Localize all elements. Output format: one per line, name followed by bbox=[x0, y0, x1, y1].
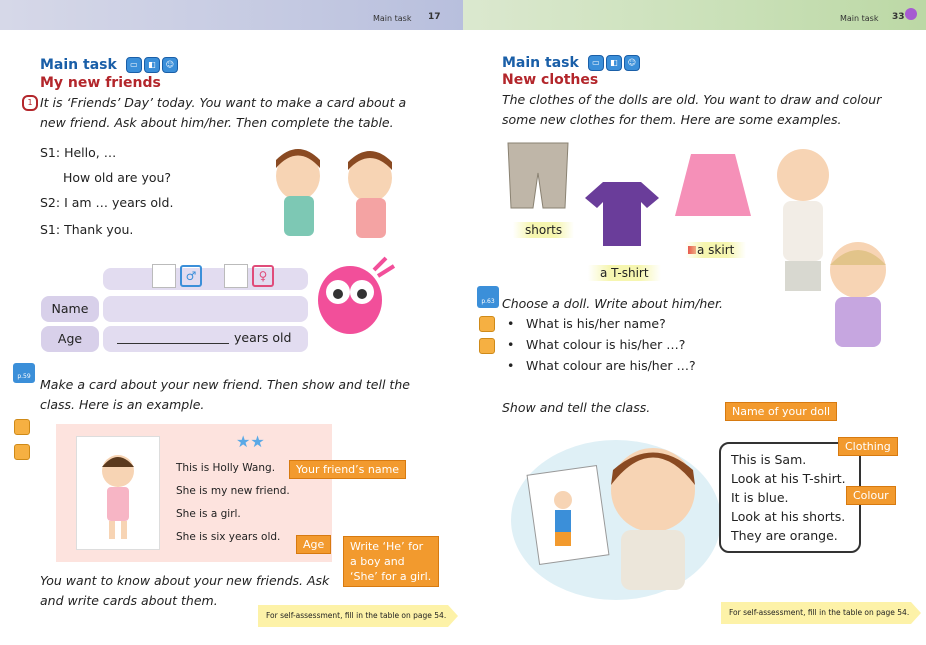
girl-checkbox[interactable] bbox=[224, 264, 248, 288]
instruction: The clothes of the dolls are old. You want to draw and colour some new clothes for them. Here are some examples. bbox=[502, 92, 882, 127]
corner-badge-icon bbox=[905, 8, 917, 20]
right-page bbox=[463, 0, 926, 645]
header-page-number: 33 bbox=[892, 12, 905, 22]
dialogue-line-4: S1: Thank you. bbox=[40, 222, 134, 237]
smile-icon: ☺ bbox=[162, 57, 178, 73]
speech-line-1: This is Sam. bbox=[731, 452, 807, 467]
shorts-illustration bbox=[503, 138, 573, 218]
boy-icon: ♂ bbox=[180, 265, 202, 287]
self-assessment-note: For self-assessment, fill in the table on page 54. bbox=[258, 605, 448, 627]
show-tell-instruction: Show and tell the class. bbox=[502, 400, 651, 415]
boy-with-drawing-illustration bbox=[523, 430, 723, 600]
label-shorts: shorts bbox=[513, 222, 574, 238]
pair-work-icon bbox=[479, 316, 495, 332]
tag-doll-name: Name of your doll bbox=[725, 402, 837, 421]
bullet-3: • bbox=[507, 358, 515, 373]
speech-line-2: Look at his T-shirt. bbox=[731, 471, 846, 486]
instruction: It is ‘Friends’ Day’ today. You want to make a card about a new friend. Ask about him/her. Then complete the table. bbox=[40, 95, 407, 130]
pair-work-icon bbox=[14, 419, 30, 435]
tag-age: Age bbox=[296, 535, 331, 554]
group-work-icon bbox=[479, 338, 495, 354]
card-line-2: She is my new friend. bbox=[176, 485, 290, 497]
listen-icon: ▭ bbox=[588, 55, 604, 71]
tag-he-she-hint: Write ‘He’ for a boy and ‘She’ for a girl. bbox=[343, 536, 439, 587]
main-task-heading bbox=[40, 54, 180, 73]
label-skirt: a skirt bbox=[685, 242, 746, 258]
stars-icon: ★★ bbox=[236, 432, 265, 451]
age-suffix: years old bbox=[234, 330, 292, 345]
dolls-illustration bbox=[763, 135, 913, 365]
page-header bbox=[463, 0, 926, 30]
smile-icon: ☺ bbox=[624, 55, 640, 71]
bullet-1: • bbox=[507, 316, 515, 331]
main-task-heading bbox=[502, 52, 642, 71]
card-line-1: This is Holly Wang. bbox=[176, 462, 276, 474]
cross-ref-page: p.63 bbox=[481, 298, 495, 305]
age-field[interactable] bbox=[103, 326, 308, 352]
card-line-4: She is six years old. bbox=[176, 531, 281, 543]
cross-ref-icon bbox=[13, 363, 35, 383]
page-header bbox=[0, 0, 463, 30]
girl-photo-illustration bbox=[77, 437, 159, 549]
gender-row bbox=[103, 268, 308, 290]
activity-number-icon: 1 bbox=[22, 95, 38, 111]
tag-colour: Colour bbox=[846, 486, 896, 505]
girl-icon: ♀ bbox=[252, 265, 274, 287]
two-kids-illustration bbox=[258, 138, 418, 248]
friend-card bbox=[56, 424, 332, 562]
header-section: Main task bbox=[840, 14, 879, 23]
dialogue-line-1: S1: Hello, … bbox=[40, 145, 117, 160]
closing-text: You want to know about your new friends. Ask and write cards about them. bbox=[40, 573, 330, 608]
speak-icon: ◧ bbox=[144, 57, 160, 73]
boy-checkbox[interactable] bbox=[152, 264, 176, 288]
listen-icon: ▭ bbox=[126, 57, 142, 73]
card-instruction: Make a card about your new friend. Then show and tell the class. Here is an example. bbox=[40, 377, 410, 412]
speech-line-5: They are orange. bbox=[731, 528, 838, 543]
speech-line-4: Look at his shorts. bbox=[731, 509, 846, 524]
tag-clothing: Clothing bbox=[838, 437, 898, 456]
bullet-2: • bbox=[507, 337, 515, 352]
header-section: Main task bbox=[373, 14, 412, 23]
bullet-text-1: What is his/her name? bbox=[526, 316, 666, 331]
card-line-3: She is a girl. bbox=[176, 508, 241, 520]
group-work-icon bbox=[14, 444, 30, 460]
cross-ref-icon bbox=[477, 286, 499, 308]
dialogue-line-2: How old are you? bbox=[63, 170, 172, 185]
dialogue-line-3: S2: I am … years old. bbox=[40, 195, 174, 210]
subtitle: New clothes bbox=[502, 72, 599, 88]
main-task-title: Main task bbox=[40, 57, 117, 73]
speak-icon: ◧ bbox=[606, 55, 622, 71]
name-field[interactable] bbox=[103, 296, 308, 322]
age-label: Age bbox=[41, 326, 99, 352]
speech-line-3: It is blue. bbox=[731, 490, 789, 505]
subtitle: My new friends bbox=[40, 75, 161, 91]
monster-mascot-illustration bbox=[308, 252, 400, 342]
header-page-number: 17 bbox=[428, 12, 441, 22]
tag-friends-name: Your friend’s name bbox=[289, 460, 406, 479]
label-tshirt: a T-shirt bbox=[588, 265, 661, 281]
age-blank-line bbox=[117, 343, 229, 344]
choose-doll-instruction: Choose a doll. Write about him/her. bbox=[502, 296, 723, 311]
name-label: Name bbox=[41, 296, 99, 322]
card-photo bbox=[76, 436, 160, 550]
cross-ref-page: p.59 bbox=[17, 373, 31, 380]
self-assessment-note: For self-assessment, fill in the table on page 54. bbox=[721, 602, 911, 624]
main-task-title: Main task bbox=[502, 55, 579, 71]
speech-bubble bbox=[719, 442, 861, 553]
bullet-text-2: What colour is his/her …? bbox=[526, 337, 686, 352]
bullet-text-3: What colour are his/her …? bbox=[526, 358, 696, 373]
tshirt-illustration bbox=[583, 178, 661, 250]
skirt-illustration bbox=[673, 150, 753, 222]
